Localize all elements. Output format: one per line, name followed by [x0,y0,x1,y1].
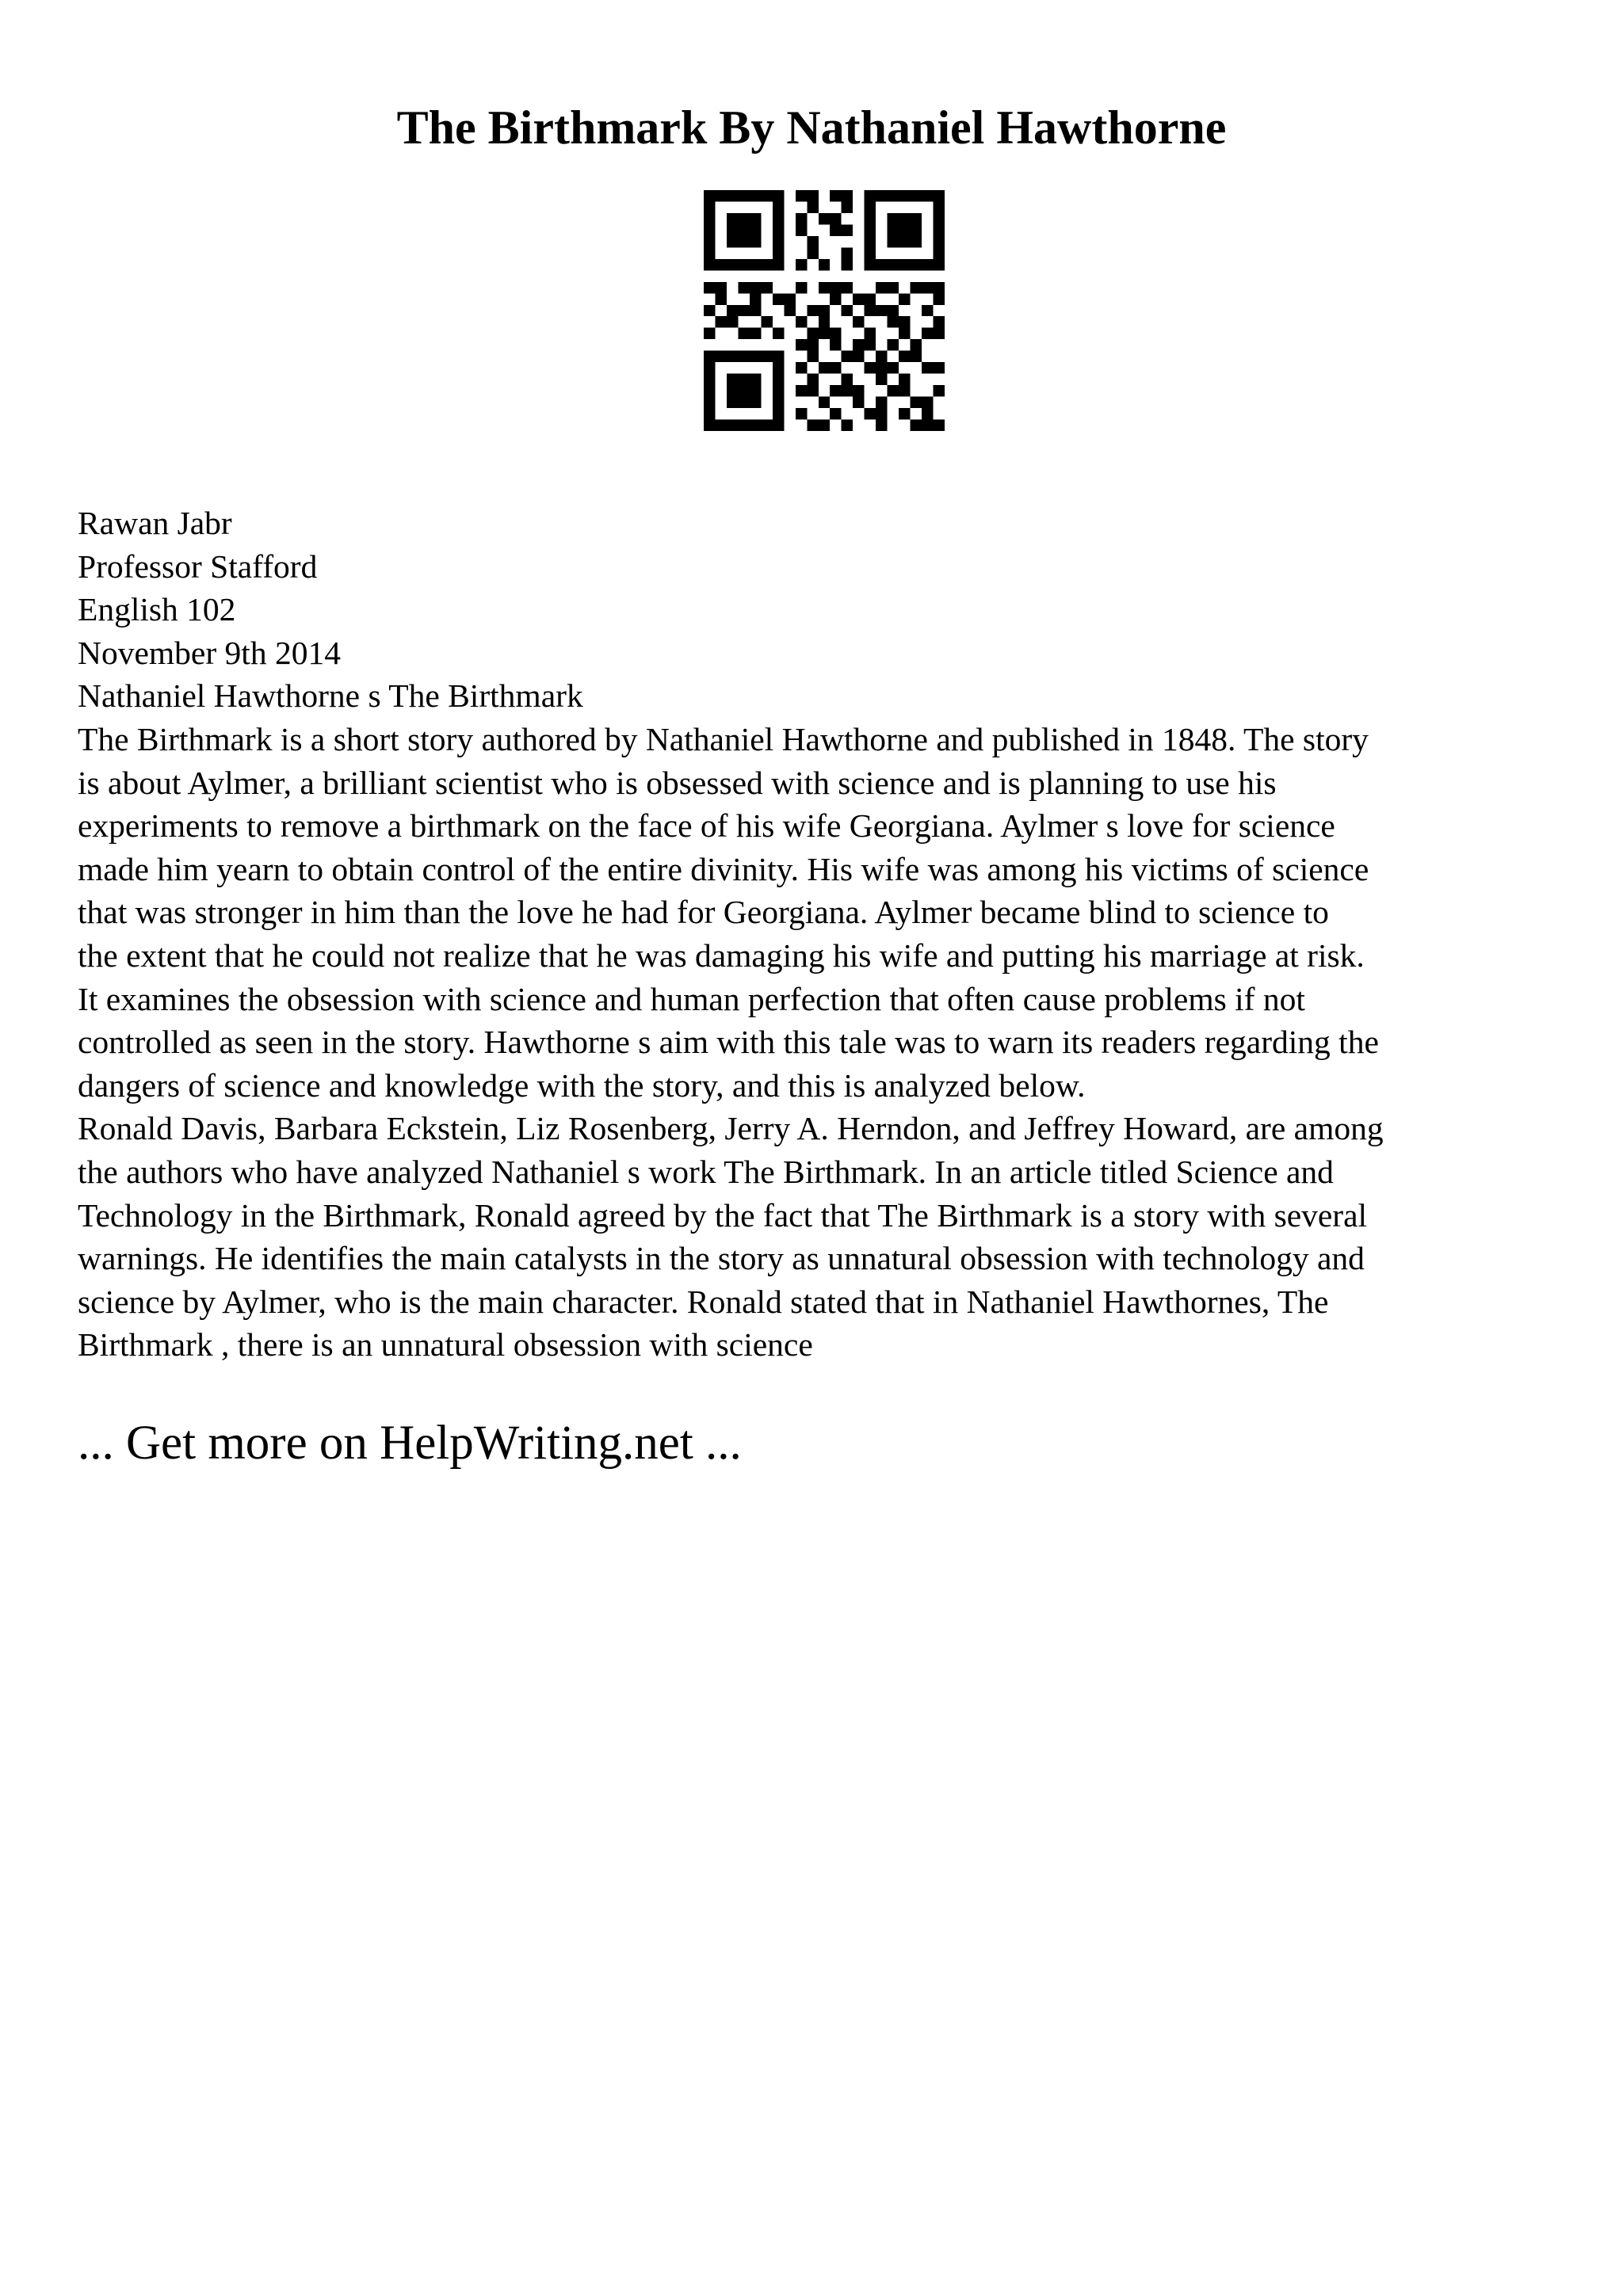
get-more-link[interactable]: ... Get more on HelpWriting.net ... [78,1417,742,1470]
document-title: The Birthmark By Nathaniel Hawthorne [396,101,1227,154]
essay-body [78,502,1568,1367]
paragraph-1-line: It examines the obsession with science and human perfection that often cause problems if not [78,980,1305,1017]
essay-title: Nathaniel Hawthorne s The Birthmark [78,677,583,715]
qr-code-icon [704,190,945,431]
paragraph-1-line: made him yearn to obtain control of the entire divinity. His wife was among his victims of science [78,850,1369,887]
paragraph-1-line: dangers of science and knowledge with the story, and this is analyzed below. [78,1066,1086,1104]
paragraph-2-line: science by Aylmer, who is the main character. Ronald stated that in Nathaniel Hawthornes, The [78,1283,1329,1320]
paragraph-2-line: Ronald Davis, Barbara Eckstein, Liz Rosenberg, Jerry A. Herndon, and Jeffrey Howard, are among [78,1110,1384,1147]
paragraph-1-line: The Birthmark is a short story authored by Nathaniel Hawthorne and published in 1848. The story [78,720,1369,757]
paragraph-1-line: that was stronger in him than the love he had for Georgiana. Aylmer became blind to science to [78,894,1329,931]
paragraph-2-line: warnings. He identifies the main catalysts in the story as unnatural obsession with technology and [78,1240,1365,1277]
paragraph-1-line: is about Aylmer, a brilliant scientist who is obsessed with science and is planning to use his [78,764,1277,801]
author-name: Rawan Jabr [78,505,232,541]
essay-date: November 9th 2014 [78,634,341,671]
paragraph-1-line: the extent that he could not realize that he was damaging his wife and putting his marriage at risk. [78,936,1365,974]
course-name: English 102 [78,591,236,628]
paragraph-1-line: experiments to remove a birthmark on the face of his wife Georgiana. Aylmer s love for science [78,807,1335,845]
professor-name: Professor Stafford [78,547,318,585]
paragraph-2-line: Technology in the Birthmark, Ronald agreed by the fact that The Birthmark is a story with several [78,1196,1368,1234]
paragraph-2-line: the authors who have analyzed Nathaniel s work The Birthmark. In an article titled Science and [78,1153,1334,1190]
paragraph-1-line: controlled as seen in the story. Hawthorne s aim with this tale was to warn its readers regarding the [78,1024,1379,1061]
paragraph-2-line: Birthmark , there is an unnatural obsession with science [78,1326,813,1363]
